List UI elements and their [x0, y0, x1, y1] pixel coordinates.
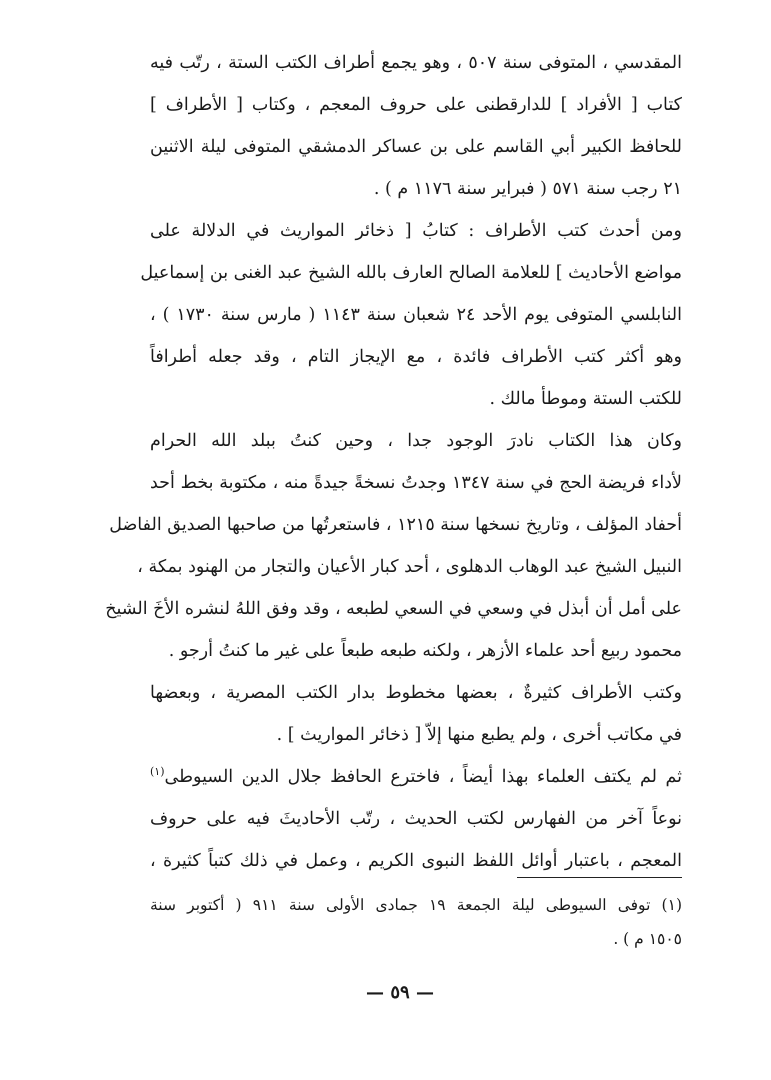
text-line: ومن أحدث كتب الأطراف : كتابُ [ ذخائر المواريث في الدلالة على	[150, 221, 682, 241]
text-line: في مكاتب أخرى ، ولم يطبع منها إلاّ [ ذخائر المواريث ] .	[276, 725, 682, 745]
text-line: النابلسي المتوفى يوم الأحد ٢٤ شعبان سنة ١١٤٣ ( مارس سنة ١٧٣٠ ) ،	[150, 305, 682, 325]
text-line: وكان هذا الكتاب نادرَ الوجود جدا ، وحين كنتُ ببلد الله الحرام	[150, 431, 682, 451]
main-text-block	[105, 42, 682, 882]
text-line: كتاب [ الأفراد ] للدارقطنى على حروف المعجم ، وكتاب [ الأطراف ]	[150, 95, 682, 115]
text-line: محمود ربيع أحد علماء الأزهر ، ولكنه طبعه طبعاً على غير ما كنتُ أرجو .	[168, 641, 682, 661]
footnote-marker: (١)	[150, 765, 165, 779]
text-line: المعجم ، باعتبار أوائل اللفظ النبوى الكريم ، وعمل في ذلك كتباً كثيرة ،	[150, 851, 682, 871]
text-line: للكتب الستة وموطأ مالك .	[489, 389, 682, 409]
footnote-divider	[517, 877, 682, 878]
text-line: أحفاد المؤلف ، وتاريخ نسخها سنة ١٢١٥ ، فاستعرتُها من صاحبها الصديق الفاضل	[109, 515, 682, 535]
text-line: على أمل أن أبذل في وسعي في السعي لطبعه ، وقد وفق اللهُ لنشره الأخَ الشيخ	[105, 599, 682, 619]
text-line-with-footnote	[150, 756, 682, 798]
text-line: وهو أكثر كتب الأطراف فائدة ، مع الإيجاز التام ، وقد جعله أطرافاً	[150, 347, 682, 367]
text-line: النبيل الشيخ عبد الوهاب الدهلوى ، أحد كبار الأعيان والتجار من الهنود بمكة ،	[137, 557, 682, 577]
text-line: نوعاً آخر من الفهارس لكتب الحديث ، رتّب الأحاديثَ فيه على حروف	[150, 809, 682, 829]
text-line: مواضع الأحاديث ] للعلامة الصالح العارف بالله الشيخ عبد الغنى بن إسماعيل	[140, 263, 682, 283]
page-number: — ٥٩ —	[366, 982, 434, 1003]
text-line: ٢١ رجب سنة ٥٧١ ( فبراير سنة ١١٧٦ م ) .	[373, 179, 682, 199]
text-line: المقدسي ، المتوفى سنة ٥٠٧ ، وهو يجمع أطراف الكتب الستة ، رتّب فيه	[150, 53, 682, 73]
footnote-line: (١) توفى السيوطى ليلة الجمعة ١٩ جمادى الأولى سنة ٩١١ ( أكتوبر سنة	[150, 896, 682, 914]
footnote-block	[150, 888, 682, 956]
footnote-line: ١٥٠٥ م ) .	[613, 930, 682, 948]
text-line: وكتب الأطراف كثيرةٌ ، بعضها مخطوط بدار الكتب المصرية ، وبعضها	[150, 683, 682, 703]
text-line: لأداء فريضة الحج في سنة ١٣٤٧ وجدتُ نسخةً جيدةً منه ، مكتوبة بخط أحد	[150, 473, 682, 493]
text-line-content: ثم لم يكتف العلماء بهذا أيضاً ، فاخترع الحافظ جلال الدين السيوطى	[164, 767, 682, 787]
text-line: للحافظ الكبير أبي القاسم على بن عساكر الدمشقي المتوفى ليلة الاثنين	[150, 137, 682, 157]
